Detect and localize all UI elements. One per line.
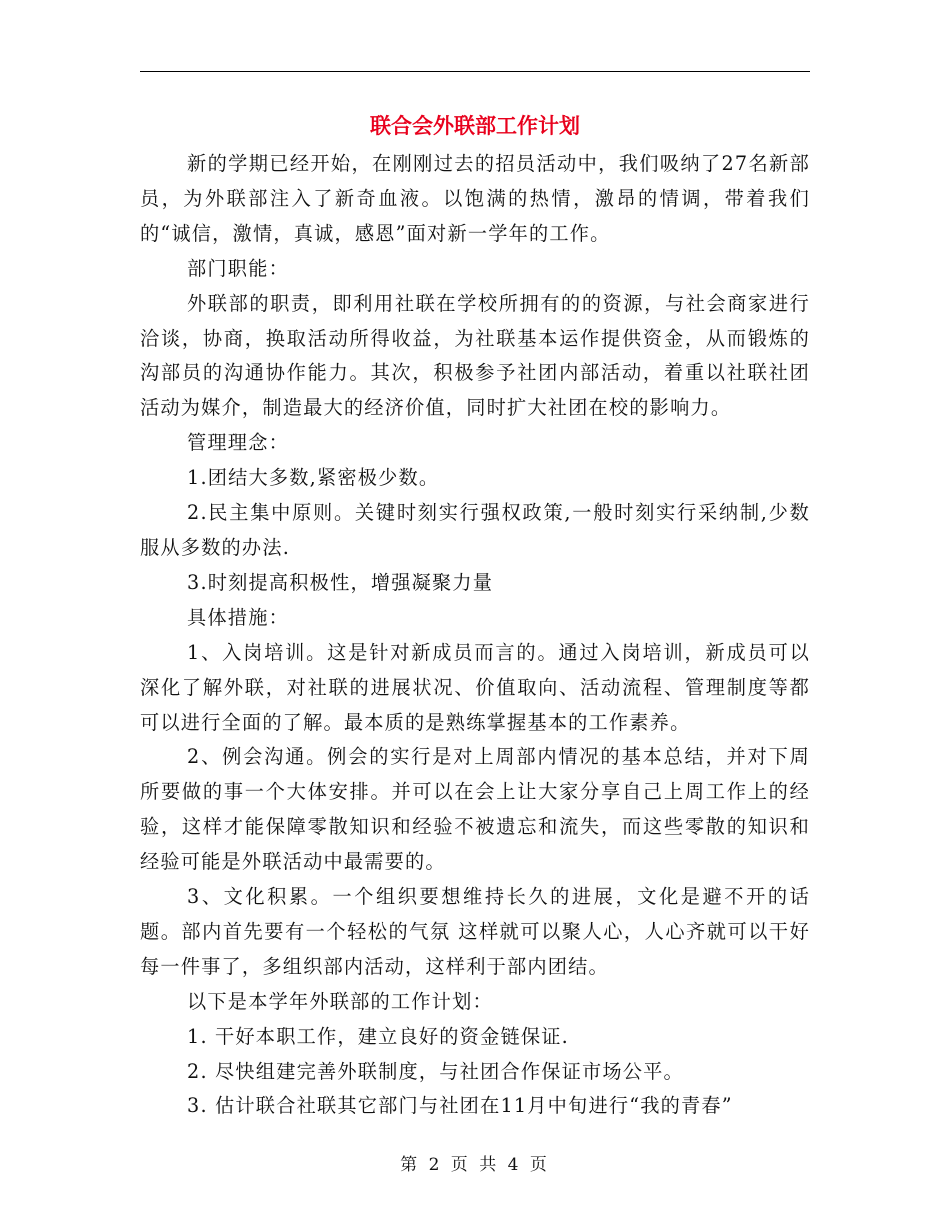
- list-item-philosophy-1: 1.团结大多数,紧密极少数。: [187, 466, 440, 490]
- document-title: 联合会外联部工作计划: [370, 113, 580, 138]
- heading-work-plan: 以下是本学年外联部的工作计划：: [187, 989, 493, 1013]
- list-item-philosophy-3: 3.时刻提高积极性，增强凝聚力量: [187, 570, 494, 594]
- paragraph-intro: 新的学期已经开始，在刚刚过去的招员活动中，我们吸纳了27名新部员，为外联部注入了新奇血液。以饱满的热情，激昂的情调，带着我们的“诚信，激情，真诚，感恩”面对新一学年的工作。: [140, 152, 810, 245]
- paragraph-measure-culture: 3、文化积累。一个组织要想维持长久的进展，文化是避不开的话题。部内首先要有一个轻松的气氛 这样就可以聚人心，人心齐就可以干好每一件事了，多组织部内活动，这样利于部内团结。: [140, 885, 810, 978]
- paragraph-measure-meetings: 2、例会沟通。例会的实行是对上周部内情况的基本总结，并对下周所要做的事一个大体安排。并可以在会上让大家分享自己上周工作上的经验，这样才能保障零散知识和经验不被遗忘和流失，而这些零散的知识和经验可能是外联活动中最需要的。: [140, 745, 810, 874]
- heading-specific-measures: 具体措施：: [187, 605, 289, 629]
- list-item-plan-2: 2. 尽快组建完善外联制度，与社团合作保证市场公平。: [187, 1059, 684, 1083]
- paragraph-department-duties: 外联部的职责，即利用社联在学校所拥有的的资源，与社会商家进行洽谈，协商，换取活动所得收益，为社联基本运作提供资金，从而锻炼的沟部员的沟通协作能力。其次，积极参予社团内部活动，着重以社联社团活动为媒介，制造最大的经济价值，同时扩大社团在校的影响力。: [140, 291, 810, 420]
- list-item-plan-3: 3. 估计联合社联其它部门与社团在11月中旬进行“我的青春”: [187, 1094, 733, 1118]
- list-item-plan-1: 1. 干好本职工作，建立良好的资金链保证.: [187, 1024, 569, 1048]
- paragraph-measure-training: 1、入岗培训。这是针对新成员而言的。通过入岗培训，新成员可以深化了解外联，对社联的进展状况、价值取向、活动流程、管理制度等都可以进行全面的了解。最本质的是熟练掌握基本的工作素养。: [140, 640, 810, 734]
- list-item-philosophy-2: 2.民主集中原则。关键时刻实行强权政策,一般时刻实行采纳制,少数服从多数的办法.: [140, 501, 810, 559]
- page-footer: 第 2 页 共 4 页: [400, 1155, 550, 1175]
- heading-management-philosophy: 管理理念：: [187, 431, 289, 455]
- header-rule: [140, 71, 810, 72]
- heading-department-function: 部门职能：: [187, 256, 289, 280]
- document-body: [140, 147, 810, 1124]
